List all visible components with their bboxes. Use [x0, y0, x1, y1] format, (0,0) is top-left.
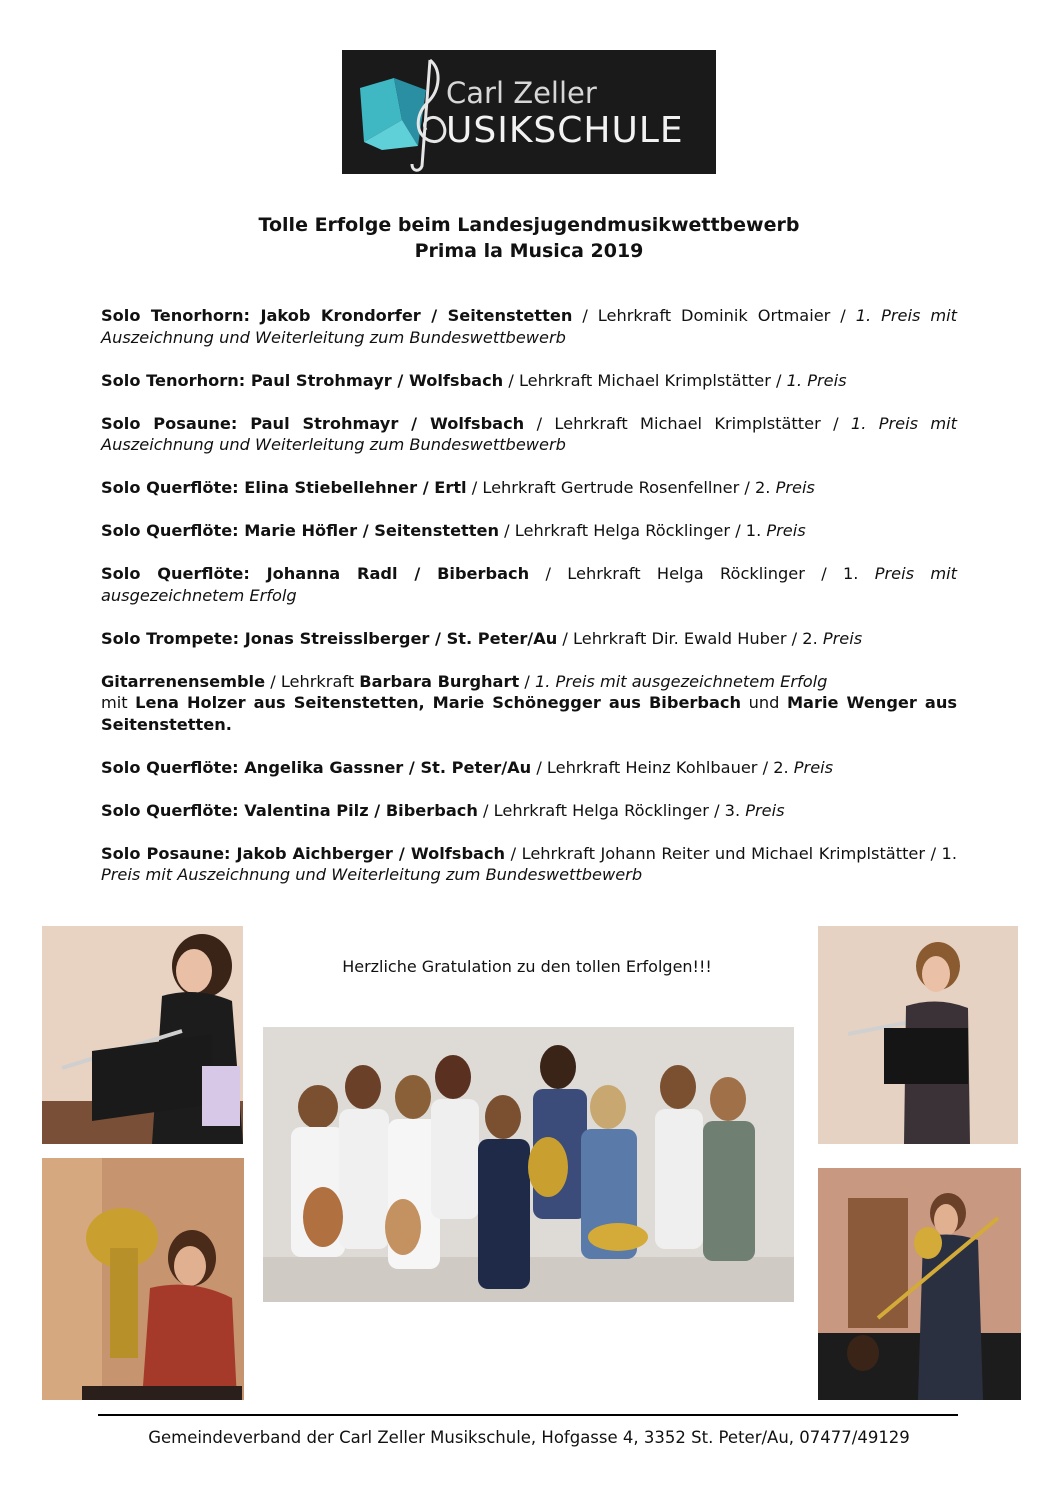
entry-category: Solo Querflöte: [101, 521, 245, 540]
entry-teacher: / Lehrkraft Helga Röcklinger / 1. [499, 521, 767, 540]
entry-name: Johanna Radl / Biberbach [266, 564, 530, 583]
entry-teacher: / Lehrkraft Michael Krimplstätter / [524, 413, 851, 433]
entry-prize: 1. Preis [786, 370, 847, 390]
photo-flute-player-right [818, 926, 1018, 1144]
photo-flute-player-left [42, 926, 243, 1144]
entry-teacher: / Lehrkraft Michael Krimplstätter / [503, 370, 787, 390]
entry-category: Solo Tenorhorn: [101, 370, 251, 390]
ensemble-with: mit [101, 693, 136, 712]
result-entry [101, 305, 957, 348]
entry-prize: 1. Preis mit Auszeichnung und Weiterleitung zum Bundeswettbewerb [101, 413, 958, 454]
entry-teacher: / Lehrkraft Johann Reiter und Michael Krimplstätter / 1. [505, 843, 957, 863]
entry-category: Solo Querflöte: [101, 478, 245, 497]
ensemble-teacher-label: / Lehrkraft [265, 671, 360, 691]
entry-name: Paul Strohmayr / Wolfsbach [250, 413, 525, 433]
entry-category: Solo Posaune: [101, 413, 251, 433]
entry-teacher: / Lehrkraft Heinz Kohlbauer / 2. [531, 757, 794, 777]
result-entry [101, 413, 957, 456]
entry-name: Marie Höfler / Seitenstetten [244, 521, 500, 540]
entry-category: Solo Querflöte: [101, 757, 245, 777]
photo-trombone-player [818, 1168, 1021, 1400]
entry-name: Paul Strohmayr / Wolfsbach [250, 370, 504, 390]
result-entry [101, 370, 957, 392]
result-entry [101, 563, 957, 606]
logo-text-bottom: USIKSCHULE [446, 110, 684, 151]
results-list [101, 305, 957, 907]
entry-prize: 1. Preis mit Auszeichnung und Weiterleitung zum Bundeswettbewerb [101, 306, 957, 347]
result-entry [101, 477, 957, 499]
entry-name: Jakob Krondorfer / Seitenstetten [260, 306, 573, 325]
entry-category: Solo Posaune: [101, 843, 237, 863]
entry-prize: Preis [775, 478, 815, 497]
entry-category: Solo Trompete: [101, 628, 245, 648]
entry-category: Solo Querflöte: [101, 800, 245, 820]
entry-name: Angelika Gassner / St. Peter/Au [244, 757, 532, 777]
entry-name: Valentina Pilz / Biberbach [244, 800, 478, 820]
entry-name: Jakob Aichberger / Wolfsbach [236, 843, 506, 863]
ensemble-member-last: Marie Wenger aus Seitenstetten. [101, 693, 957, 734]
result-entry [101, 520, 957, 542]
entry-prize: Preis [822, 628, 863, 648]
footer-divider [98, 1414, 958, 1416]
entry-name: Jonas Streisslberger / St. Peter/Au [244, 628, 558, 648]
ensemble-members: Lena Holzer aus Seitenstetten, Marie Schönegger aus Biberbach [135, 693, 742, 712]
ensemble-and: und [741, 693, 787, 712]
entry-prize: Preis mit Auszeichnung und Weiterleitung zum Bundeswettbewerb [101, 865, 643, 884]
result-entry [101, 843, 957, 886]
page-title: Tolle Erfolge beim Landesjugendmusikwettbewerb [258, 214, 800, 236]
entry-teacher: / Lehrkraft Dominik Ortmaier / [572, 306, 856, 325]
entry-category: Solo Querflöte: [101, 564, 267, 583]
entry-teacher: / Lehrkraft Helga Röcklinger / 1. [529, 564, 875, 583]
ensemble-entry [101, 671, 957, 736]
entry-name: Elina Stiebellehner / Ertl [244, 478, 467, 497]
greeting-text: Herzliche Gratulation zu den tollen Erfolgen!!! [342, 957, 712, 976]
entry-prize: Preis [766, 521, 806, 540]
photo-group [263, 1027, 794, 1302]
entry-teacher: / Lehrkraft Gertrude Rosenfellner / 2. [466, 478, 776, 497]
footer-address: Gemeindeverband der Carl Zeller Musikschule, Hofgasse 4, 3352 St. Peter/Au, 07477/49129 [148, 1428, 910, 1447]
entry-teacher: / Lehrkraft Helga Röcklinger / 3. [477, 800, 746, 820]
photo-tuba-player [42, 1158, 244, 1400]
entry-teacher: / Lehrkraft Dir. Ewald Huber / 2. [557, 628, 823, 648]
entry-prize: Preis mit ausgezeichnetem Erfolg [101, 564, 957, 605]
logo-text-top: Carl Zeller [446, 76, 597, 110]
page-subtitle: Prima la Musica 2019 [414, 240, 644, 262]
ensemble-sep: / [519, 671, 535, 691]
entry-prize: Preis [745, 800, 785, 820]
result-entry [101, 628, 957, 650]
ensemble-prize: 1. Preis mit ausgezeichnetem Erfolg [534, 671, 828, 691]
entry-category: Solo Tenorhorn: [101, 306, 261, 325]
result-entry [101, 757, 957, 779]
result-entry [101, 800, 957, 822]
ensemble-name: Gitarrenensemble [101, 671, 266, 691]
school-logo [342, 50, 716, 174]
ensemble-teacher: Barbara Burghart [359, 671, 520, 691]
entry-prize: Preis [793, 757, 834, 777]
